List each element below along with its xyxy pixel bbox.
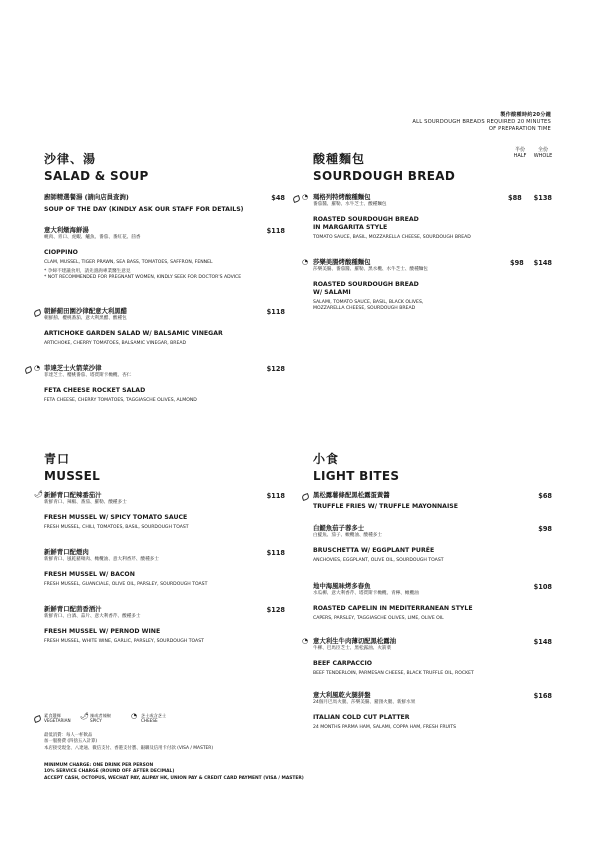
- footer-zh: [44, 733, 213, 752]
- item-desc-en-2: MOZZARELLA CHEESE, SOURDOUGH BREAD: [313, 306, 416, 311]
- menu-item-soup-of-the-day: [44, 193, 284, 214]
- item-name-en: ROASTED CAPELIN IN MEDITERRANEAN STYLE: [313, 605, 473, 612]
- section-title-en: LIGHT BITES: [313, 469, 400, 483]
- item-price: $118: [266, 227, 285, 235]
- item-name-en: ITALIAN COLD CUT PLATTER: [313, 714, 410, 721]
- item-name-zh: 意大利生牛肉薄切配黑松露油: [313, 637, 397, 645]
- item-desc-zh: 新鮮青口、辣椒、番茄、羅勒、酸種多士: [44, 500, 127, 505]
- menu-item-margarita-bread: [313, 193, 513, 241]
- footer-zh-payment: 本店接受現金、八達通、微信支付、香港支付寶、銀聯及信用卡付款 (VISA / MASTER): [44, 745, 214, 751]
- item-desc-en: ANCHOVIES, EGGPLANT, OLIVE OIL, SOURDOUGH TOAST: [313, 558, 444, 563]
- menu-item-cioppino: [44, 226, 284, 280]
- legend-vegetarian-zh: 素食選擇: [44, 713, 61, 718]
- item-name-en-2: W/ SALAMI: [313, 289, 351, 296]
- item-desc-en: FETA CHEESE, CHERRY TOMATOES, TAGGIASCHE OLIVES, ALMOND: [44, 398, 197, 403]
- item-desc-zh: 24個月巴馬火腿、莎樂美腸、豬頸火腿、新鮮水果: [313, 700, 416, 705]
- item-name-zh: 朝鮮薊田園沙律配意大利黑醋: [44, 307, 128, 315]
- column-header-whole-en: WHOLE: [533, 153, 553, 159]
- item-price-half: $88: [508, 194, 522, 202]
- item-name-en-1: ROASTED SOURDOUGH BREAD: [313, 216, 419, 223]
- item-desc-en: BEEF TENDERLOIN, PARMESAN CHEESE, BLACK TRUFFLE OIL, ROCKET: [313, 671, 474, 676]
- item-name-zh: 新鮮青口配煙肉: [44, 548, 89, 556]
- item-price: $98: [538, 525, 552, 533]
- item-price: $118: [266, 308, 285, 316]
- item-note-zh: * 孕婦不建議食用，請先諮詢專業醫生意見: [44, 269, 131, 274]
- item-price: $168: [533, 692, 552, 700]
- cheese-icon: ◔: [302, 258, 309, 266]
- item-name-en-1: ROASTED SOURDOUGH BREAD: [313, 281, 419, 288]
- item-desc-en: CAPERS, PARSLEY, TAGGIASCHE OLIVES, LIME, OLIVE OIL: [313, 616, 444, 621]
- item-desc-en: TOMATO SAUCE, BASIL, MOZZARELLA CHEESE, SOURDOUGH BREAD: [313, 235, 471, 240]
- menu-item-mussel-spicy-tomato: [44, 491, 284, 531]
- item-price: $118: [266, 549, 285, 557]
- menu-item-mussel-pernod: [44, 605, 284, 645]
- section-title-en: SOURDOUGH BREAD: [313, 169, 456, 183]
- legend-cheese: [141, 713, 166, 723]
- item-name-zh: 意大利風乾火腿拼盤: [313, 691, 371, 699]
- item-desc-zh: 新鮮青口、風乾豬頰肉、橄欖油、意大利香芹、酸種多士: [44, 557, 159, 562]
- item-desc-zh: 牛柳、巴馬臣芝士、黑松露油、火箭菜: [313, 646, 392, 651]
- item-desc-zh: 菲達芝士、櫻桃番茄、塔賈斯卡橄欖、杏仁: [44, 373, 132, 378]
- item-price: $128: [266, 606, 285, 614]
- item-desc-en: ARTICHOKE, CHERRY TOMATOES, BALSAMIC VINEGAR, BREAD: [44, 341, 187, 346]
- footer-zh-minimum-charge: 最低消費：每人一杯飲品: [44, 733, 93, 738]
- cheese-icon: ◔: [302, 193, 309, 201]
- item-name-zh: 瑪格列特烤酸種麵包: [313, 193, 371, 201]
- item-price: $48: [271, 194, 285, 202]
- column-header-whole: [530, 147, 556, 159]
- item-name-en: FRESH MUSSEL W/ BACON: [44, 571, 135, 578]
- item-name-zh: 黑松露薯條配黑松露蛋黃醬: [313, 491, 390, 499]
- item-desc-zh: 白鯷魚、茄子、橄欖油、酸種多士: [313, 533, 382, 538]
- section-salad-soup-title: [44, 150, 149, 183]
- legend-cheese-zh: 芝士或含芝士: [141, 713, 167, 718]
- item-desc-zh: 番茄醬、羅勒、水牛芝士、酸種麵包: [313, 202, 387, 207]
- section-sourdough-title: [313, 150, 455, 183]
- item-price: $148: [533, 638, 552, 646]
- item-note-en: * NOT RECOMMENDED FOR PREGNANT WOMEN, KINDLY SEEK FOR DOCTOR'S ADVICE: [44, 275, 242, 280]
- item-desc-zh: 蜆肉、青口、虎蝦、鱸魚、番茄、番紅花、茴香: [44, 235, 141, 240]
- vegetarian-icon: [292, 195, 301, 203]
- vegetarian-icon: [33, 715, 42, 723]
- item-name-zh: 新鮮青口配茴香酒汁: [44, 605, 102, 613]
- item-name-zh: 新鮮青口配辣番茄汁: [44, 491, 102, 499]
- preparation-note-en-1: ALL SOURDOUGH BREADS REQUIRED 20 MINUTES: [412, 119, 551, 125]
- menu-item-truffle-fries: [313, 491, 533, 511]
- section-title-zh: 沙律、湯: [44, 152, 97, 166]
- legend-vegetarian: [44, 713, 71, 723]
- item-name-zh: 意大利燉海鮮湯: [44, 226, 89, 234]
- vegetarian-icon: [33, 309, 42, 317]
- menu-item-cold-cut-platter: [313, 691, 533, 731]
- section-title-en: SALAD & SOUP: [44, 169, 149, 183]
- item-desc-en: FRESH MUSSEL, WHITE WINE, GARLIC, PARSLEY, SOURDOUGH TOAST: [44, 639, 204, 644]
- menu-item-mussel-bacon: [44, 548, 284, 588]
- menu-item-salami-bread: [313, 258, 513, 312]
- chili-icon: 🌶: [80, 712, 89, 720]
- legend-vegetarian-en: VEGETARIAN: [44, 718, 71, 723]
- item-name-en: FRESH MUSSEL W/ PERNOD WINE: [44, 628, 161, 635]
- item-desc-zh: 水瓜柳、意大利香芹、塔賈斯卡橄欖、青檸、橄欖油: [313, 591, 419, 596]
- item-desc-en: CLAM, MUSSEL, TIGER PRAWN, SEA BASS, TOMATOES, SAFFRON, FENNEL: [44, 260, 213, 265]
- column-header-half: [509, 147, 531, 159]
- menu-item-roasted-capelin: [313, 582, 533, 622]
- footer-en-service-charge: 10% SERVICE CHARGE (ROUND OFF AFTER DECIMAL): [44, 769, 175, 775]
- column-header-whole-zh: 全份: [537, 147, 548, 153]
- item-name-en: FETA CHEESE ROCKET SALAD: [44, 387, 146, 394]
- cheese-icon: ◔: [34, 364, 41, 372]
- item-price: $128: [266, 365, 285, 373]
- item-desc-en: 24 MONTHS PARMA HAM, SALAMI, COPPA HAM, FRESH FRUITS: [313, 725, 456, 730]
- section-light-bites-title: [313, 450, 399, 483]
- section-title-en: MUSSEL: [44, 469, 101, 483]
- cheese-icon: ◔: [131, 712, 138, 720]
- preparation-note-zh: 製作酸種時約20分鐘: [500, 112, 551, 118]
- section-title-zh: 青口: [44, 452, 71, 466]
- item-name-en-2: IN MARGARITA STYLE: [313, 224, 388, 231]
- legend-spicy-en: SPICY: [90, 718, 102, 723]
- item-price: $108: [533, 583, 552, 591]
- chili-icon: 🌶: [34, 490, 43, 498]
- item-name-zh: 莎樂美腸烤酸種麵包: [313, 258, 371, 266]
- preparation-note-en-2: OF PREPARATION TIME: [488, 126, 551, 132]
- item-name-zh: 廚師精選餐湯 (請向店員查詢): [44, 193, 129, 201]
- item-price: $68: [538, 492, 552, 500]
- footer-en-minimum-charge: MINIMUM CHARGE: ONE DRINK PER PERSON: [44, 763, 154, 768]
- item-desc-zh: 莎樂美腸、番茄醬、羅勒、黑水欖、水牛芝士、酸種麵包: [313, 267, 428, 272]
- item-price-half: $98: [510, 259, 524, 267]
- column-header-half-zh: 半份: [514, 147, 525, 153]
- footer-en: [44, 763, 304, 782]
- legend-spicy: [90, 713, 111, 723]
- item-desc-zh: 新鮮青口、白酒、蒜片、意大利香芹、酸種多士: [44, 614, 141, 619]
- footer-zh-service-charge: 加一服務費 (四捨五入計算): [44, 739, 98, 745]
- item-desc-en: FRESH MUSSEL, CHILI, TOMATOES, BASIL, SOURDOUGH TOAST: [44, 525, 189, 530]
- item-name-en: CIOPPINO: [44, 249, 78, 256]
- item-desc-zh: 朝鮮薊、櫻桃番茄、意大利黑醋、酸種包: [44, 316, 127, 321]
- menu-item-bruschetta: [313, 524, 533, 564]
- item-name-en: SOUP OF THE DAY (KINDLY ASK OUR STAFF FOR DETAILS): [44, 206, 244, 213]
- item-name-zh: 地中海風味烤多春魚: [313, 582, 371, 590]
- column-header-half-en: HALF: [513, 153, 527, 159]
- item-price: $118: [266, 492, 285, 500]
- item-price-whole: $138: [533, 194, 552, 202]
- item-name-zh: 白鯷魚茄子蓉多士: [313, 524, 365, 532]
- preparation-note: [412, 112, 551, 133]
- vegetarian-icon: [301, 493, 310, 501]
- section-title-zh: 小食: [313, 452, 340, 466]
- item-name-en: BRUSCHETTA W/ EGGPLANT PURÉE: [313, 547, 435, 554]
- menu-item-artichoke-salad: [44, 307, 284, 347]
- cheese-icon: ◔: [302, 637, 309, 645]
- legend-spicy-zh: 辣或者辣椒: [90, 713, 111, 718]
- item-desc-en-1: SALAMI, TOMATO SAUCE, BASIL, BLACK OLIVES,: [313, 300, 424, 305]
- item-name-en: FRESH MUSSEL W/ SPICY TOMATO SAUCE: [44, 514, 188, 521]
- section-mussel-title: [44, 450, 100, 483]
- vegetarian-icon: [24, 366, 33, 374]
- item-name-en: ARTICHOKE GARDEN SALAD W/ BALSAMIC VINEGAR: [44, 330, 223, 337]
- item-name-zh: 菲達芝士火箭菜沙律: [44, 364, 102, 372]
- footer-en-payment: ACCEPT CASH, OCTOPUS, WECHAT PAY, ALIPAY HK, UNION PAY & CREDIT CARD PAYMENT (VISA / MASTER): [44, 775, 304, 781]
- item-price-whole: $148: [533, 259, 552, 267]
- item-name-en: BEEF CARPACCIO: [313, 660, 373, 667]
- menu-item-feta-rocket-salad: [44, 364, 284, 404]
- section-title-zh: 酸種麵包: [313, 152, 366, 166]
- legend-cheese-en: CHEESE: [141, 718, 158, 723]
- menu-item-beef-carpaccio: [313, 637, 533, 677]
- item-desc-en: FRESH MUSSEL, GUANCIALE, OLIVE OIL, PARSLEY, SOURDOUGH TOAST: [44, 582, 208, 587]
- item-name-en: TRUFFLE FRIES W/ TRUFFLE MAYONNAISE: [313, 503, 458, 510]
